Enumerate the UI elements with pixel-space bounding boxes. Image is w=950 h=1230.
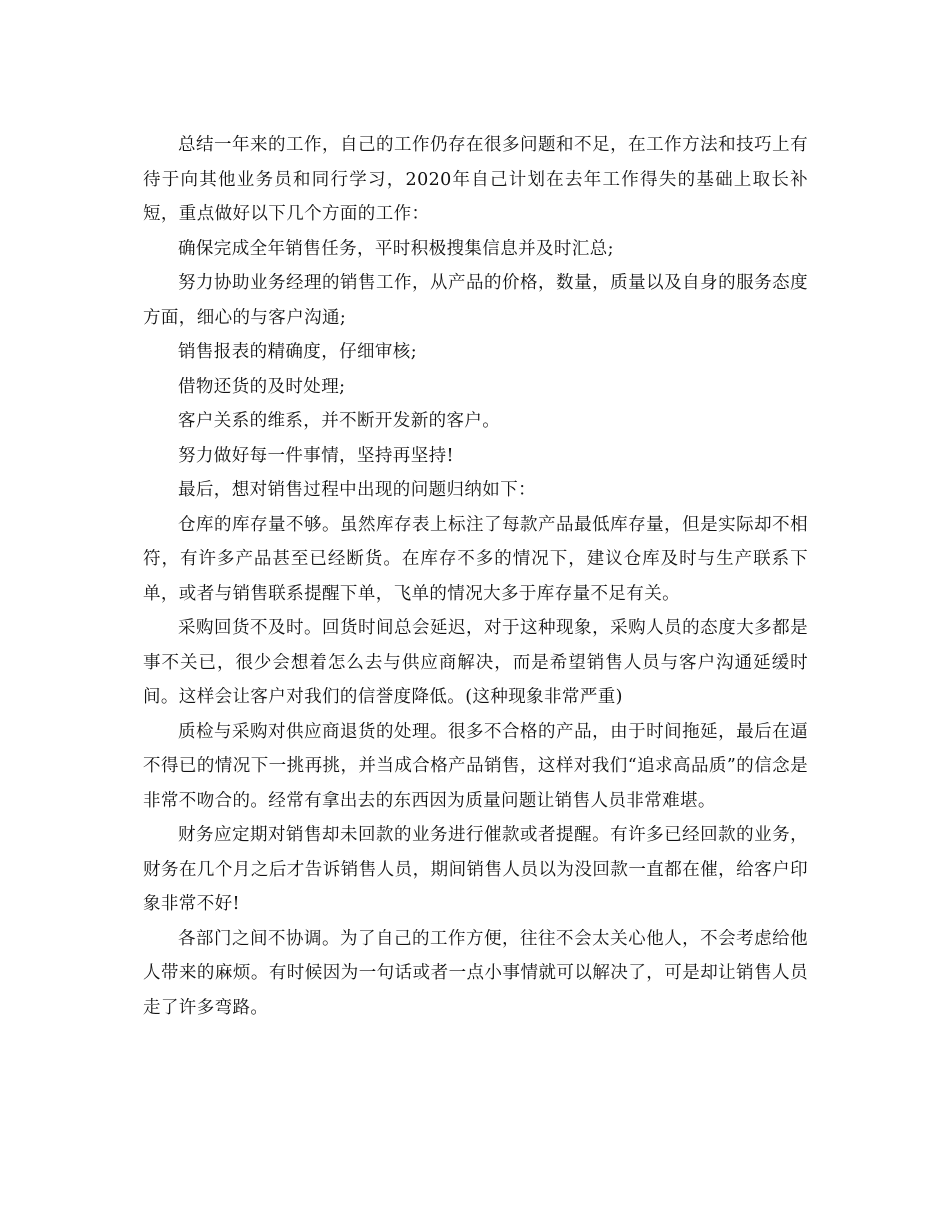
paragraph-persistence: 努力做好每一件事情，坚持再坚持! [178, 445, 454, 466]
paragraph-client-relations: 客户关系的维系，并不断开发新的客户。 [178, 411, 501, 431]
paragraph-inventory-issue: 仓库的库存量不够。虽然库存表上标注了每款产品最低库存量，但是实际却不相符，有许多产品甚至已经断货。在库存不多的情况下，建议仓库及时与生产联系下单，或者与销售联系提醒下单，飞单的情况大多于库存量不足有关。 [143, 514, 808, 604]
paragraph-work-summary: 总结一年来的工作，自己的工作仍存在很多问题和不足，在工作方法和技巧上有待于向其他业务员和同行学习，2020年自己计划在去年工作得失的基础上取长补短，重点做好以下几个方面的工作： [143, 135, 808, 224]
paragraph-sales-target: 确保完成全年销售任务，平时积极搜集信息并及时汇总; [178, 238, 614, 259]
paragraph-report-accuracy: 销售报表的精确度，仔细审核; [178, 342, 417, 362]
paragraph-quality-issue: 质检与采购对供应商退货的处理。很多不合格的产品，由于时间拖延，最后在逼不得已的情况下一挑再挑，并当成合格产品销售，这样对我们“追求高品质”的信念是非常不吻合的。经常有拿出去的东西因为质量问题让销售人员非常难堪。 [143, 721, 808, 811]
paragraph-assist-manager: 努力协助业务经理的销售工作，从产品的价格，数量，质量以及自身的服务态度方面，细心的与客户沟通; [143, 273, 808, 328]
paragraph-finance-issue: 财务应定期对销售却未回款的业务进行催款或者提醒。有许多已经回款的业务，财务在几个月之后才告诉销售人员，期间销售人员以为没回款一直都在催，给客户印象非常不好! [143, 825, 808, 914]
paragraph-purchasing-issue: 采购回货不及时。回货时间总会延迟，对于这种现象，采购人员的态度大多都是事不关已，很少会想着怎么去与供应商解决，而是希望销售人员与客户沟通延缓时间。这样会让客户对我们的信誉度降低。(这种现象非常严重) [143, 618, 808, 707]
document-body [143, 128, 808, 1025]
paragraph-issues-intro: 最后，想对销售过程中出现的问题归纳如下： [178, 480, 536, 500]
paragraph-coordination-issue: 各部门之间不协调。为了自己的工作方便，往往不会太关心他人，不会考虑给他人带来的麻烦。有时候因为一句话或者一点小事情就可以解决了，可是却让销售人员走了许多弯路。 [143, 928, 808, 1018]
paragraph-borrow-return: 借物还货的及时处理; [178, 376, 346, 397]
